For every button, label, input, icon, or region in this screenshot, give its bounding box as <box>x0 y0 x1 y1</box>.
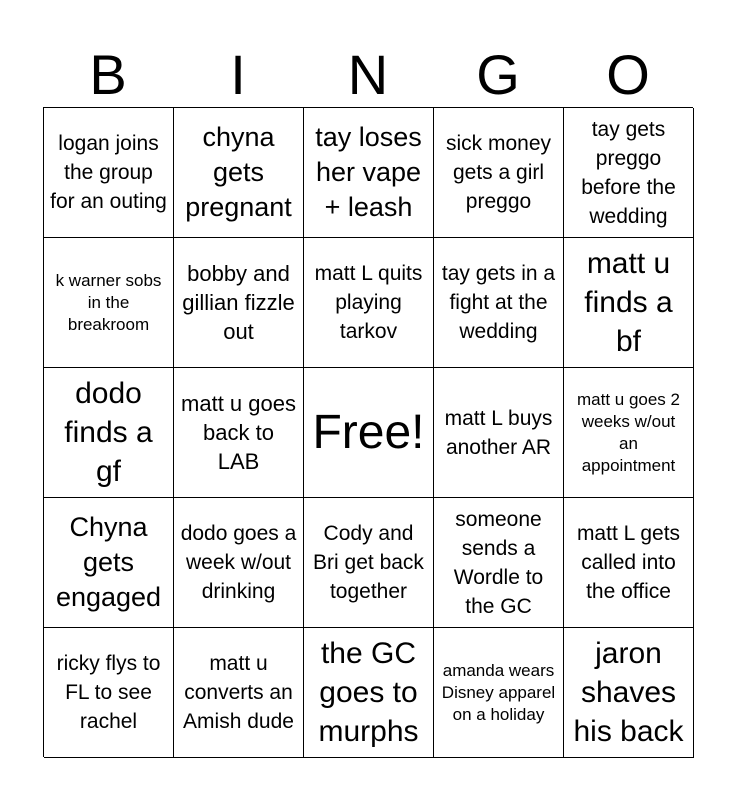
bingo-cell-3[interactable] <box>304 108 434 238</box>
bingo-cell-16[interactable] <box>44 498 174 628</box>
bingo-cell-free[interactable] <box>304 368 434 498</box>
header-letter-g: G <box>476 43 520 106</box>
cell-text: tay gets preggo before the wedding <box>581 117 676 228</box>
bingo-cell-19[interactable] <box>434 498 564 628</box>
bingo-cell-18[interactable] <box>304 498 434 628</box>
bingo-cell-2[interactable] <box>174 108 304 238</box>
header-letter-o: O <box>606 43 650 106</box>
bingo-cell-4[interactable] <box>434 108 564 238</box>
bingo-cell-12[interactable] <box>174 368 304 498</box>
bingo-cell-7[interactable] <box>174 238 304 368</box>
header-letter-i: I <box>230 43 246 106</box>
bingo-cell-22[interactable] <box>174 628 304 758</box>
cell-text: dodo goes a week w/out drinking <box>180 522 297 603</box>
bingo-cell-5[interactable] <box>564 108 694 238</box>
header-letter-n: N <box>347 43 389 106</box>
free-space-text: Free! <box>312 405 425 459</box>
cell-text: chyna gets pregnant <box>185 122 292 222</box>
cell-text: bobby and gillian fizzle out <box>182 261 295 344</box>
bingo-cell-8[interactable] <box>304 238 434 368</box>
cell-text: Chyna gets engaged <box>55 512 162 612</box>
bingo-cell-10[interactable] <box>564 238 694 368</box>
bingo-cell-24[interactable] <box>434 628 564 758</box>
cell-text: matt u converts an Amish dude <box>183 652 294 733</box>
bingo-header <box>43 42 693 108</box>
cell-text: k warner sobs in the breakroom <box>55 270 162 334</box>
cell-text: matt u goes 2 weeks w/out an appointment <box>576 389 680 475</box>
bingo-cell-14[interactable] <box>434 368 564 498</box>
bingo-cell-20[interactable] <box>564 498 694 628</box>
bingo-cell-6[interactable] <box>44 238 174 368</box>
cell-text: someone sends a Wordle to the GC <box>453 507 544 618</box>
cell-text: jaron shaves his back <box>573 637 684 748</box>
bingo-cell-1[interactable] <box>44 108 174 238</box>
cell-text: sick money gets a girl preggo <box>445 132 552 213</box>
bingo-cell-21[interactable] <box>44 628 174 758</box>
bingo-cell-11[interactable] <box>44 368 174 498</box>
bingo-cell-17[interactable] <box>174 498 304 628</box>
bingo-board <box>43 107 693 757</box>
cell-text: amanda wears Disney apparel on a holiday <box>441 660 556 724</box>
cell-text: matt L quits playing tarkov <box>314 262 423 343</box>
cell-text: matt L gets called into the office <box>576 522 681 603</box>
bingo-cell-15[interactable] <box>564 368 694 498</box>
bingo-cell-25[interactable] <box>564 628 694 758</box>
cell-text: the GC goes to murphs <box>318 637 419 748</box>
bingo-cell-23[interactable] <box>304 628 434 758</box>
cell-text: ricky flys to FL to see rachel <box>56 652 161 733</box>
cell-text: dodo finds a gf <box>64 377 153 488</box>
cell-text: matt u finds a bf <box>584 247 673 358</box>
cell-text: logan joins the group for an outing <box>50 132 167 213</box>
cell-text: matt L buys another AR <box>444 406 553 459</box>
cell-text: matt u goes back to LAB <box>181 391 296 474</box>
bingo-cell-9[interactable] <box>434 238 564 368</box>
cell-text: Cody and Bri get back together <box>313 522 424 603</box>
header-letter-b: B <box>89 43 127 106</box>
cell-text: tay loses her vape + leash <box>315 122 422 222</box>
cell-text: tay gets in a fight at the wedding <box>441 262 556 343</box>
